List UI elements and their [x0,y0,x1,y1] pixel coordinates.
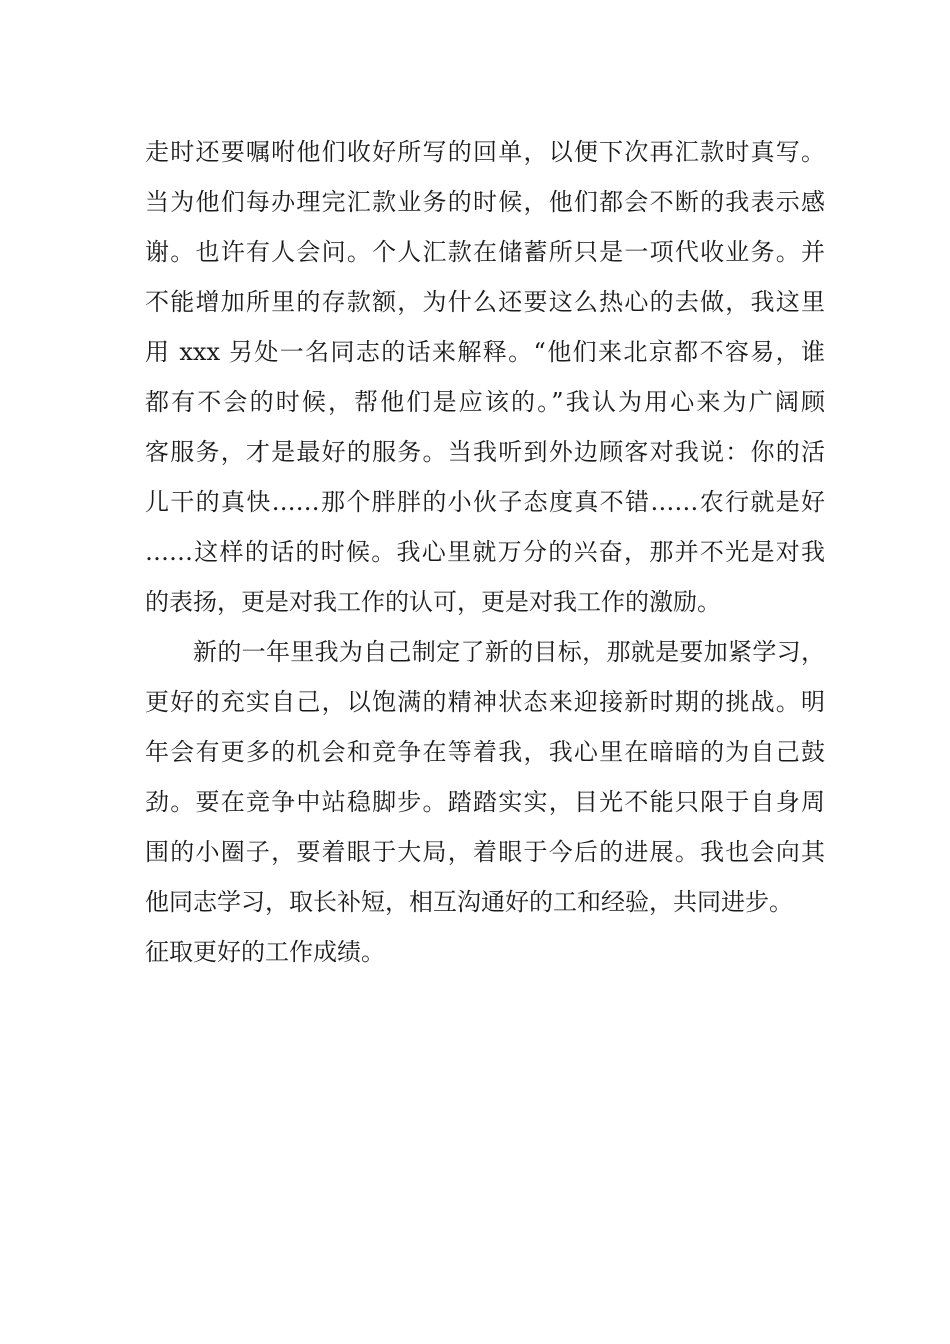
text-line: ……这样的话的时候。我心里就万分的兴奋，那并不光是对我 [145,538,825,566]
text-line: 儿干的真快……那个胖胖的小伙子态度真不错……农行就是好 [145,488,825,516]
text-line: 征取更好的工作成绩。 [145,938,385,966]
text-line: 不能增加所里的存款额，为什么还要这么热心的去做，我这里 [145,288,825,316]
text-line: 新的一年里我为自己制定了新的目标，那就是要加紧学习， [193,638,825,666]
document-body [145,127,825,977]
text-line: 走时还要嘱咐他们收好所写的回单，以便下次再汇款时真写。 [145,138,825,166]
text-line: 客服务，才是最好的服务。当我听到外边顾客对我说：你的活 [145,438,825,466]
text-line: 的表扬，更是对我工作的认可，更是对我工作的激励。 [145,588,721,616]
text-line: 围的小圈子，要着眼于大局，着眼于今后的进展。我也会向其 [145,838,825,866]
text-line: 他同志学习，取长补短，相互沟通好的工和经验，共同进步。 [145,888,793,916]
text-line: 劲。要在竞争中站稳脚步。踏踏实实，目光不能只限于自身周 [145,788,825,816]
text-line: 当为他们每办理完汇款业务的时候，他们都会不断的我表示感 [145,188,825,216]
text-line: 年会有更多的机会和竞争在等着我，我心里在暗暗的为自己鼓 [145,738,825,766]
text-line: 谢。也许有人会问。个人汇款在储蓄所只是一项代收业务。并 [145,238,825,266]
paragraph-2 [145,627,825,977]
text-line: 更好的充实自己，以饱满的精神状态来迎接新时期的挑战。明 [145,688,825,716]
text-line: 用 xxx 另处一名同志的话来解释。“他们来北京都不容易，谁 [145,338,825,366]
paragraph-1 [145,127,825,627]
text-line: 都有不会的时候，帮他们是应该的。”我认为用心来为广阔顾 [145,388,825,416]
